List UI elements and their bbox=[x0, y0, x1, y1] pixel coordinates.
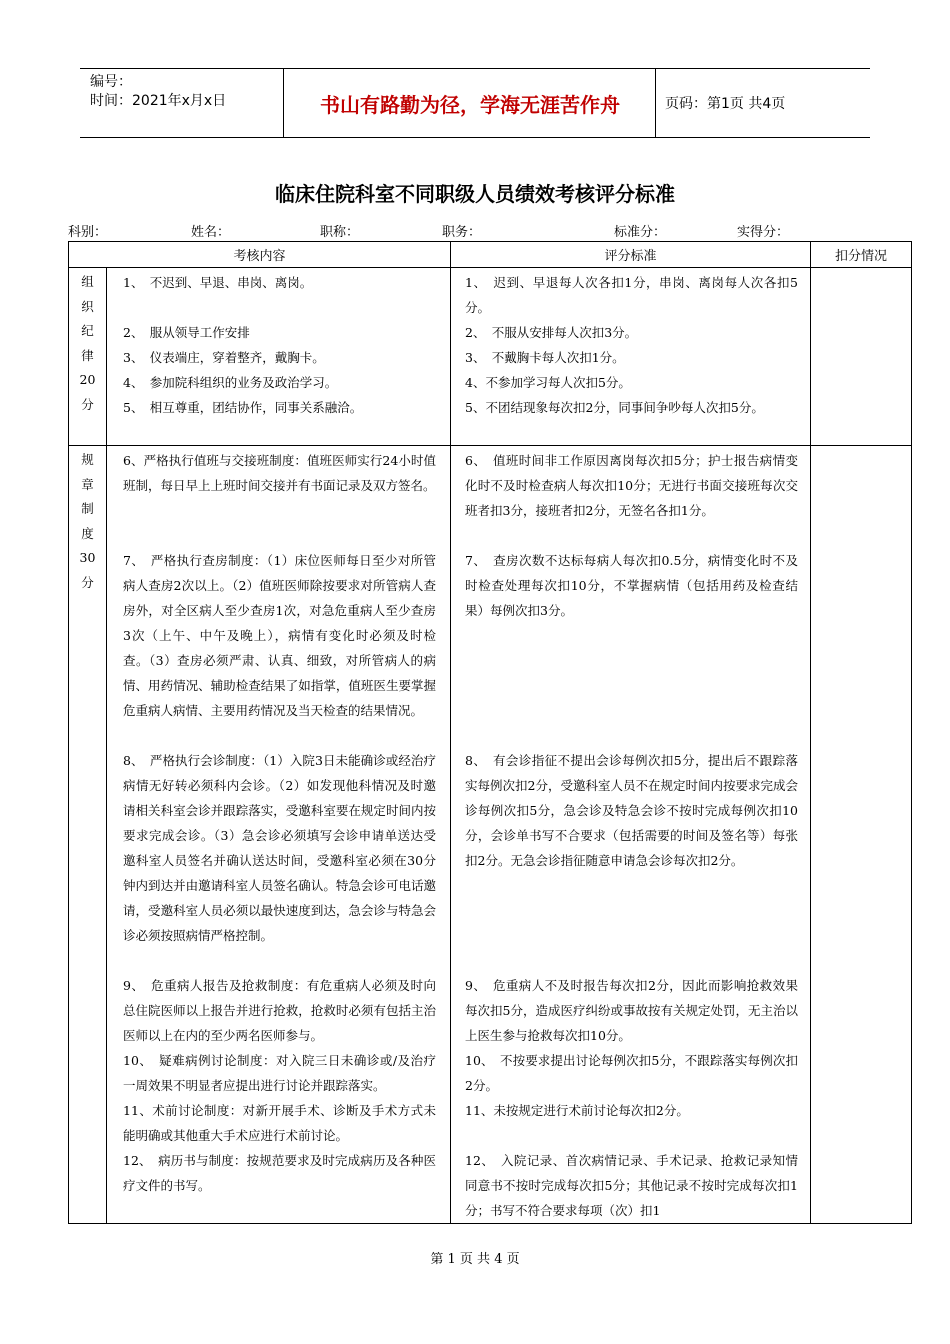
standard-cell bbox=[451, 268, 811, 446]
content-item: 9、 危重病人报告及抢救制度：有危重病人必须及时向总住院医师以上报告并进行抢救，抢救时必须有包括主治医师以上在内的至少两名医师参与。 bbox=[123, 978, 437, 1043]
category-cell bbox=[69, 446, 107, 1224]
content-cell bbox=[107, 268, 451, 446]
category-char: 组 bbox=[81, 274, 94, 289]
category-char: 分 bbox=[81, 574, 94, 590]
category-cell bbox=[69, 268, 107, 446]
content-item: 4、 参加院科组织的业务及政治学习。 bbox=[123, 375, 338, 390]
standard-cell bbox=[451, 446, 811, 1224]
document-time-label: 时间：2021年x月x日 bbox=[90, 93, 227, 109]
header-content: 考核内容 bbox=[69, 242, 451, 268]
header-motto: 书山有路勤为径，学海无涯苦作舟 bbox=[320, 92, 620, 117]
category-char: 规 bbox=[81, 452, 94, 467]
category-char: 纪 bbox=[81, 323, 94, 338]
header-divider bbox=[655, 69, 656, 137]
standard-item: 9、 危重病人不及时报告每次扣2分，因此而影响抢救效果每次扣5分，造成医疗纠纷或事故按有关规定处罚，无主治以上医生参与抢救每次扣10分。 bbox=[465, 978, 799, 1043]
category-char: 律 bbox=[81, 347, 94, 363]
standard-item: 2、 不服从安排每人次扣3分。 bbox=[465, 325, 638, 340]
assessment-table bbox=[68, 241, 912, 1224]
standard-item: 7、 查房次数不达标每病人每次扣0.5分，病情变化时不及时检查处理每次扣10分，不掌握病情（包括用药及检查结果）每例次扣3分。 bbox=[465, 553, 799, 618]
category-char: 织 bbox=[81, 298, 94, 314]
header-divider bbox=[283, 69, 284, 137]
title-rank-label: 职称： bbox=[320, 225, 360, 240]
standard-item: 10、 不按要求提出讨论每例次扣5分，不跟踪落实每例次扣2分。 bbox=[465, 1053, 799, 1093]
header-standard: 评分标准 bbox=[451, 242, 811, 268]
standard-item: 6、 值班时间非工作原因离岗每次扣5分；护士报告病情变化时不及时检查病人每次扣10分；无进行书面交接班每次交班者扣3分，接班者扣2分，无签名各扣1分。 bbox=[465, 453, 799, 518]
content-item: 8、 严格执行会诊制度：（1）入院3日未能确诊或经治疗病情无好转必须科内会诊。（2）如发现他科情况及时邀请相关科室会诊并跟踪落实，受邀科室要在规定时间内按要求完成会诊。（3）急会诊必须填写会诊申请单送达受邀科室人员签名并确认送达时间，受邀科室必须在30分钟内到达并由邀请科室人员签名确认。特急会诊可电话邀请，受邀科室人员必须以最快速度到达，急会诊与特急会诊必须按照病情严格控制。 bbox=[123, 753, 437, 943]
name-label: 姓名： bbox=[191, 225, 231, 240]
category-char: 20 bbox=[79, 372, 96, 387]
document-number-label: 编号： bbox=[90, 74, 132, 90]
standard-item: 12、 入院记录、首次病情记录、手术记录、抢救记录知情同意书不按时完成每次扣5分；其他记录不按时完成每次扣1分；书写不符合要求每项（次）扣1 bbox=[465, 1153, 799, 1218]
standard-item: 3、 不戴胸卡每人次扣1分。 bbox=[465, 350, 625, 365]
standard-item: 11、未按规定进行术前讨论每次扣2分。 bbox=[465, 1103, 689, 1118]
content-item: 1、 不迟到、早退、串岗、离岗。 bbox=[123, 275, 313, 290]
category-char: 30 bbox=[79, 550, 96, 565]
content-cell bbox=[107, 446, 451, 1224]
standard-item: 1、 迟到、早退每人次各扣1分，串岗、离岗每人次各扣5分。 bbox=[465, 275, 799, 315]
content-item: 3、 仪表端庄，穿着整齐，戴胸卡。 bbox=[123, 350, 325, 365]
content-item: 6、严格执行值班与交接班制度：值班医师实行24小时值班制，每日早上上班时间交接并有书面记录及双方签名。 bbox=[123, 453, 437, 493]
category-char: 度 bbox=[81, 525, 94, 541]
position-label: 职务： bbox=[442, 225, 482, 240]
department-label: 科别： bbox=[68, 225, 108, 240]
document-title: 临床住院科室不同职级人员绩效考核评分标准 bbox=[275, 182, 675, 206]
standard-item: 4、不参加学习每人次扣5分。 bbox=[465, 375, 631, 390]
actual-score-label: 实得分： bbox=[737, 225, 790, 240]
content-item: 10、 疑难病例讨论制度：对入院三日未确诊或/及治疗一周效果不明显者应提出进行讨论并跟踪落实。 bbox=[123, 1053, 437, 1093]
header-left bbox=[90, 73, 226, 111]
table-row bbox=[69, 268, 912, 446]
deduction-cell[interactable] bbox=[811, 268, 912, 446]
category-char: 分 bbox=[81, 396, 94, 412]
category-char: 制 bbox=[81, 501, 94, 516]
page-indicator: 页码：第1页 共4页 bbox=[665, 96, 786, 112]
page-header bbox=[80, 68, 870, 138]
content-item: 5、 相互尊重，团结协作，同事关系融洽。 bbox=[123, 400, 363, 415]
table-row bbox=[69, 446, 912, 1224]
content-item: 2、 服从领导工作安排 bbox=[123, 325, 250, 340]
table-header-row bbox=[69, 242, 912, 268]
deduction-cell[interactable] bbox=[811, 446, 912, 1224]
content-item: 7、 严格执行查房制度：（1）床位医师每日至少对所管病人查房2次以上。（2）值班医师除按要求对所管病人查房外，对全区病人至少查房1次，对急危重病人至少查房3次（上午、中午及晚上），病情有变化时必须及时检查。（3）查房必须严肃、认真、细致，对所管病人的病情、用药情况、辅助检查结果了如指掌，值班医生要掌握危重病人病情、主要用药情况及当天检查的结果情况。 bbox=[123, 553, 437, 718]
content-item: 12、 病历书与制度：按规范要求及时完成病历及各种医疗文件的书写。 bbox=[123, 1153, 437, 1193]
page-footer: 第 1 页 共 4 页 bbox=[430, 1252, 520, 1267]
standard-score-label: 标准分： bbox=[614, 225, 667, 240]
header-deduction: 扣分情况 bbox=[811, 242, 912, 268]
standard-item: 5、不团结现象每次扣2分，同事间争吵每人次扣5分。 bbox=[465, 400, 764, 415]
content-item: 11、术前讨论制度：对新开展手术、诊断及手术方式未能明确或其他重大手术应进行术前讨论。 bbox=[123, 1103, 437, 1143]
standard-item: 8、 有会诊指征不提出会诊每例次扣5分，提出后不跟踪落实每例次扣2分，受邀科室人员不在规定时间内按要求完成会诊每例次扣5分，急会诊及特急会诊不按时完成每例次扣10分，会诊单书写不合要求（包括需要的时间及签名等）每张扣2分。无急会诊指征随意申请急会诊每次扣2分。 bbox=[465, 753, 799, 868]
category-char: 章 bbox=[81, 476, 94, 492]
